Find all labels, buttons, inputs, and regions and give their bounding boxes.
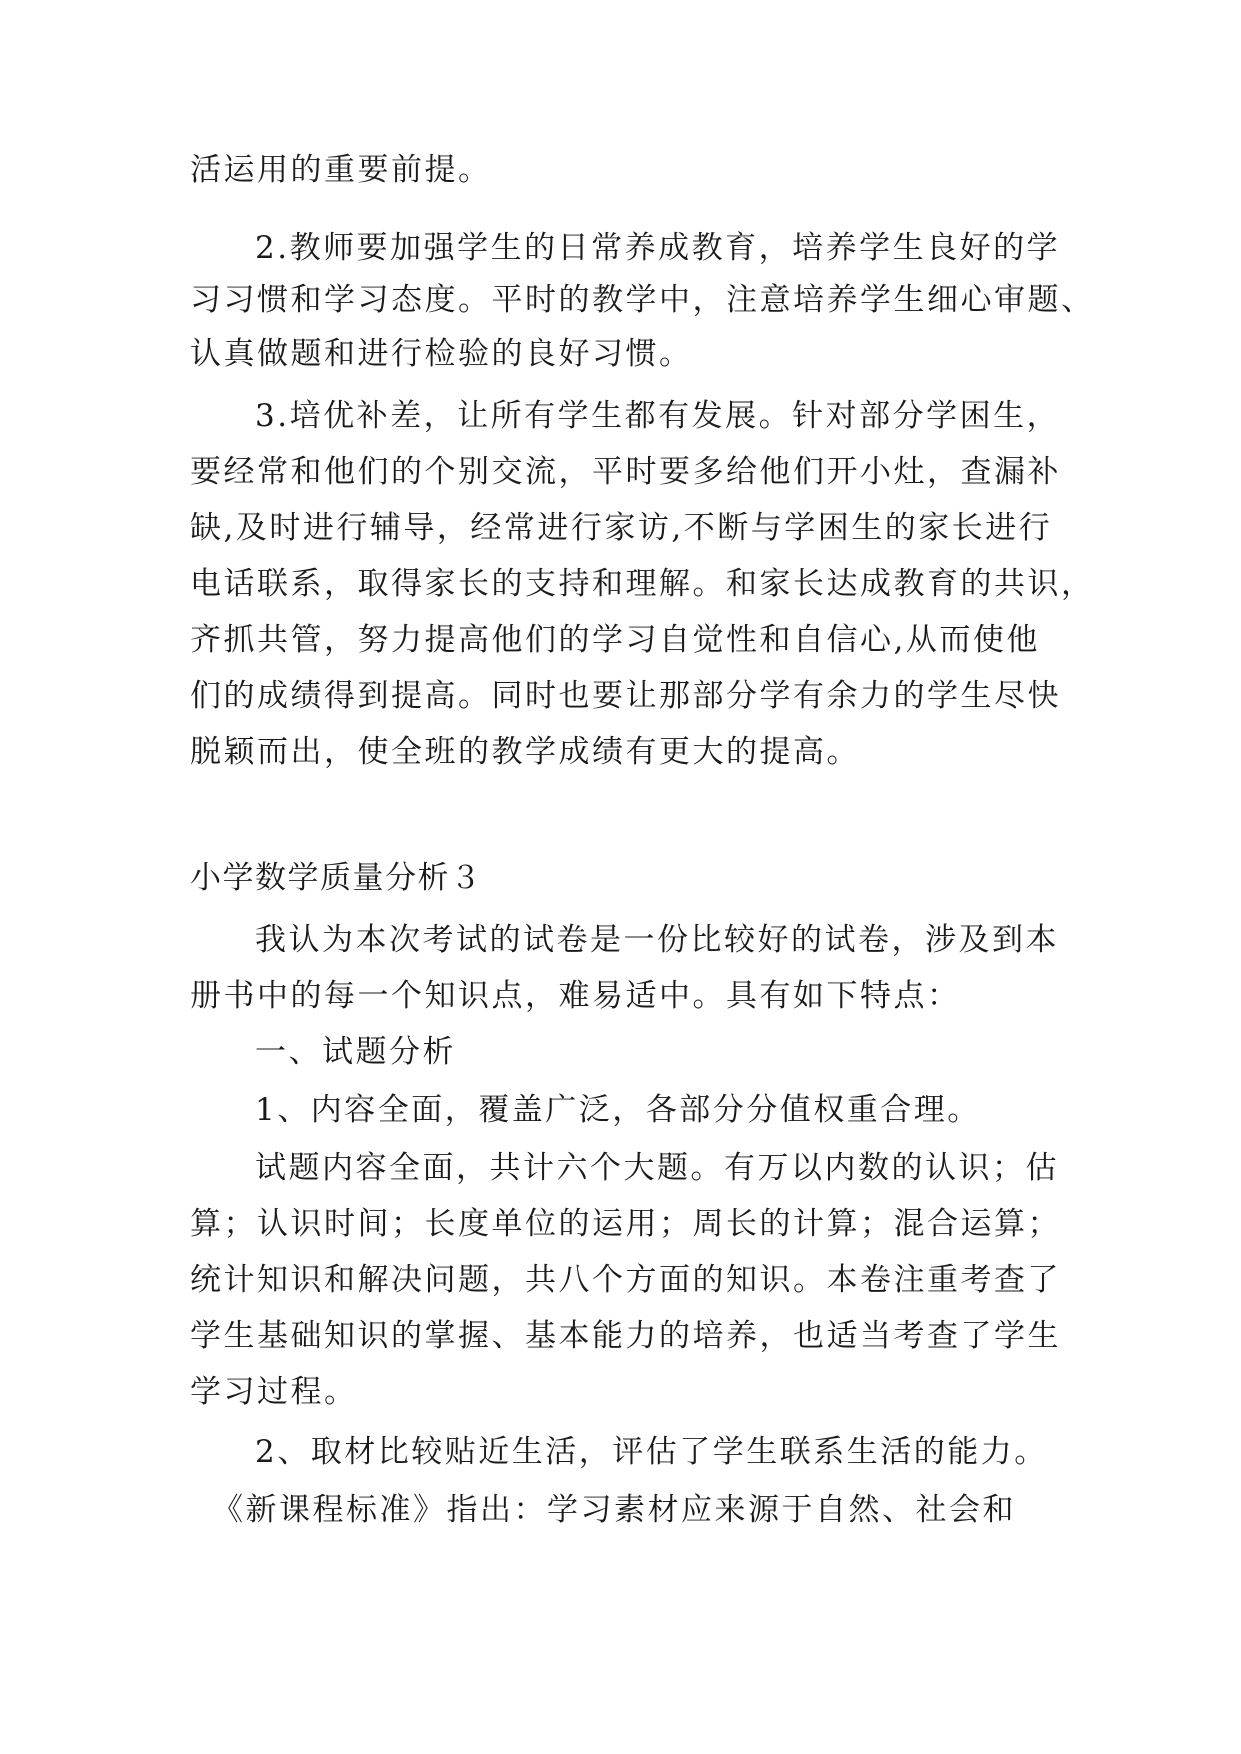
- paragraph-line: 习习惯和学习态度。平时的教学中，注意培养学生细心审题、: [190, 282, 1095, 318]
- paragraph-line: 脱颖而出，使全班的教学成绩有更大的提高。: [190, 734, 860, 770]
- paragraph-line: 3.培优补差，让所有学生都有发展。针对部分学困生，: [255, 398, 1061, 434]
- paragraph-line: 一、试题分析: [255, 1034, 456, 1070]
- paragraph-line: 活运用的重要前提。: [190, 152, 492, 188]
- paragraph-line: 要经常和他们的个别交流，平时要多给他们开小灶，查漏补: [190, 454, 1061, 490]
- paragraph-line: 试题内容全面，共计六个大题。有万以内数的认识；估: [255, 1150, 1059, 1186]
- paragraph-line: 算；认识时间；长度单位的运用；周长的计算；混合运算；: [190, 1206, 1061, 1242]
- paragraph-line: 统计知识和解决问题，共八个方面的知识。本卷注重考查了: [190, 1262, 1061, 1298]
- paragraph-line: 认真做题和进行检验的良好习惯。: [190, 336, 693, 372]
- section-heading: 小学数学质量分析３: [190, 860, 483, 896]
- paragraph-line: 齐抓共管，努力提高他们的学习自觉性和自信心,从而使他: [190, 622, 1040, 658]
- paragraph-line: 2、取材比较贴近生活，评估了学生联系生活的能力。: [255, 1434, 1048, 1470]
- paragraph-line: 2.教师要加强学生的日常养成教育，培养学生良好的学: [255, 230, 1061, 266]
- paragraph-line: 1、内容全面，覆盖广泛，各部分分值权重合理。: [255, 1092, 981, 1128]
- paragraph-line: 我认为本次考试的试卷是一份比较好的试卷，涉及到本: [255, 922, 1059, 958]
- paragraph-line: 学习过程。: [190, 1374, 358, 1410]
- paragraph-line: 们的成绩得到提高。同时也要让那部分学有余力的学生尽快: [190, 678, 1061, 714]
- paragraph-line: 缺,及时进行辅导，经常进行家访,不断与学困生的家长进行: [190, 510, 1053, 546]
- paragraph-line: 册书中的每一个知识点，难易适中。具有如下特点：: [190, 978, 961, 1014]
- paragraph-line: 学生基础知识的掌握、基本能力的培养，也适当考查了学生: [190, 1318, 1061, 1354]
- paragraph-line: 《新课程标准》指出：学习素材应来源于自然、社会和: [212, 1492, 1016, 1528]
- paragraph-line: 电话联系，取得家长的支持和理解。和家长达成教育的共识，: [190, 566, 1095, 602]
